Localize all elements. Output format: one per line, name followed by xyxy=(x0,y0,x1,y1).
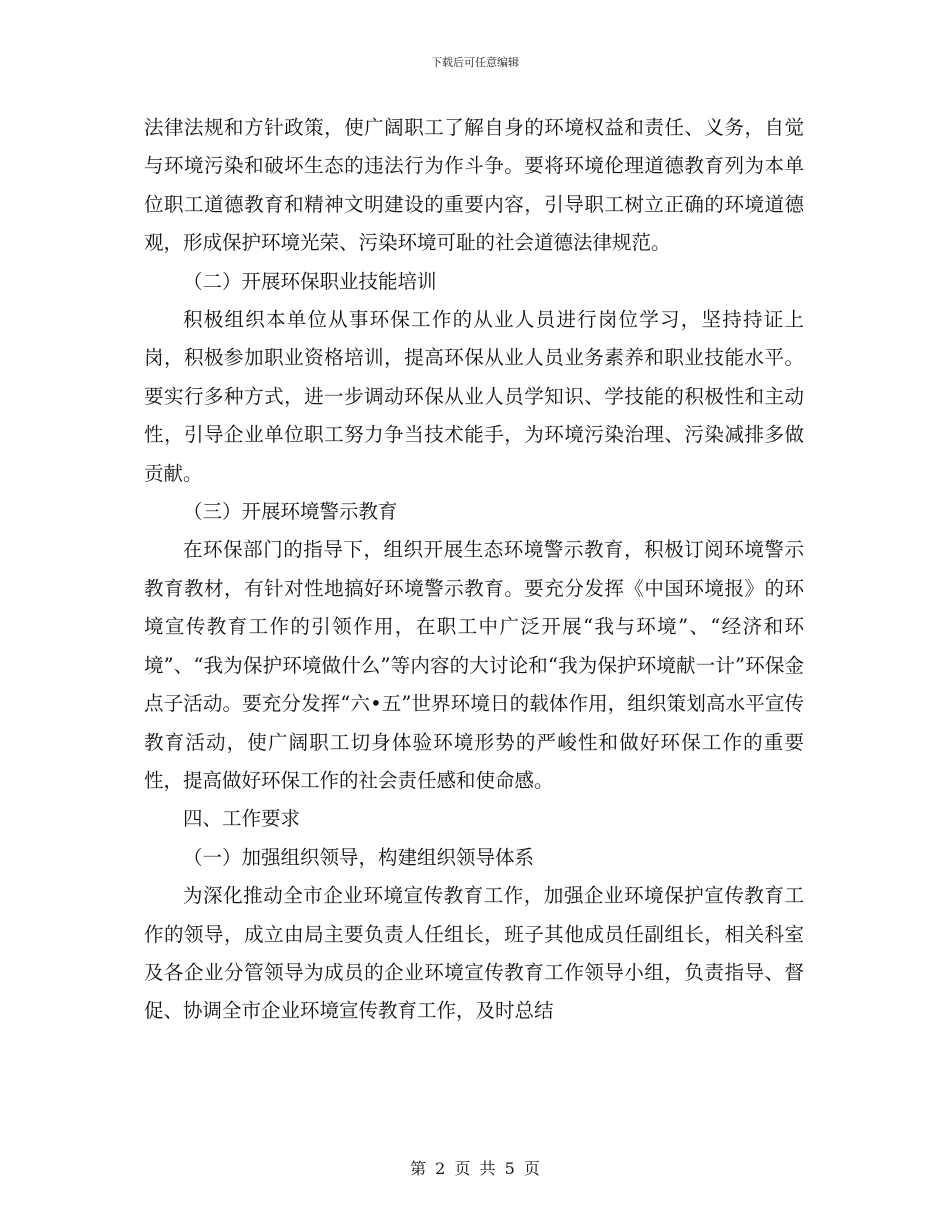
paragraph: 法律法规和方针政策，使广阔职工了解自身的环境权益和责任、义务，自觉与环境污染和破坏生态的违法行为作斗争。要将环境伦理道德教育列为本单位职工道德教育和精神文明建设的重要内容，引导职工树立正确的环境道德观，形成保护环境光荣、污染环境可耻的社会道德法律规范。 xyxy=(144,116,804,255)
page-header: 下载后可任意编辑 xyxy=(431,56,519,69)
section-heading: （一）加强组织领导，构建组织领导体系 xyxy=(183,845,535,869)
chapter-heading: 四、工作要求 xyxy=(183,807,301,831)
body-text xyxy=(144,109,804,1031)
paragraph: 为深化推动全市企业环境宣传教育工作，加强企业环境保护宣传教育工作的领导，成立由局主要负责人任组长，班子其他成员任副组长，相关科室及各企业分管领导为成员的企业环境宣传教育工作领导小组，负责指导、督促、协调全市企业环境宣传教育工作，及时总结 xyxy=(144,884,804,1023)
section-heading: （二）开展环保职业技能培训 xyxy=(183,269,437,293)
paragraph: 积极组织本单位从事环保工作的从业人员进行岗位学习，坚持持证上岗，积极参加职业资格培训，提高环保从业人员业务素养和职业技能水平。要实行多种方式，进一步调动环保从业人员学知识、学技能的积极性和主动性，引导企业单位职工努力争当技术能手，为环境污染治理、污染减排多做贡献。 xyxy=(144,308,804,485)
page-footer: 第 2 页 共 5 页 xyxy=(410,1159,540,1178)
section-heading: （三）开展环境警示教育 xyxy=(183,500,398,524)
paragraph: 在环保部门的指导下，组织开展生态环境警示教育，积极订阅环境警示教育教材，有针对性地搞好环境警示教育。要充分发挥《中国环境报》的环境宣传教育工作的引领作用，在职工中广泛开展“我与环境”、“经济和环境”、“我为保护环境做什么”等内容的大讨论和“我为保护环境献一计”环保金点子活动。要充分发挥“六•五”世界环境日的载体作用，组织策划高水平宣传教育活动，使广阔职工切身体验环境形势的严峻性和做好环保工作的重要性，提高做好环保工作的社会责任感和使命感。 xyxy=(144,538,804,792)
